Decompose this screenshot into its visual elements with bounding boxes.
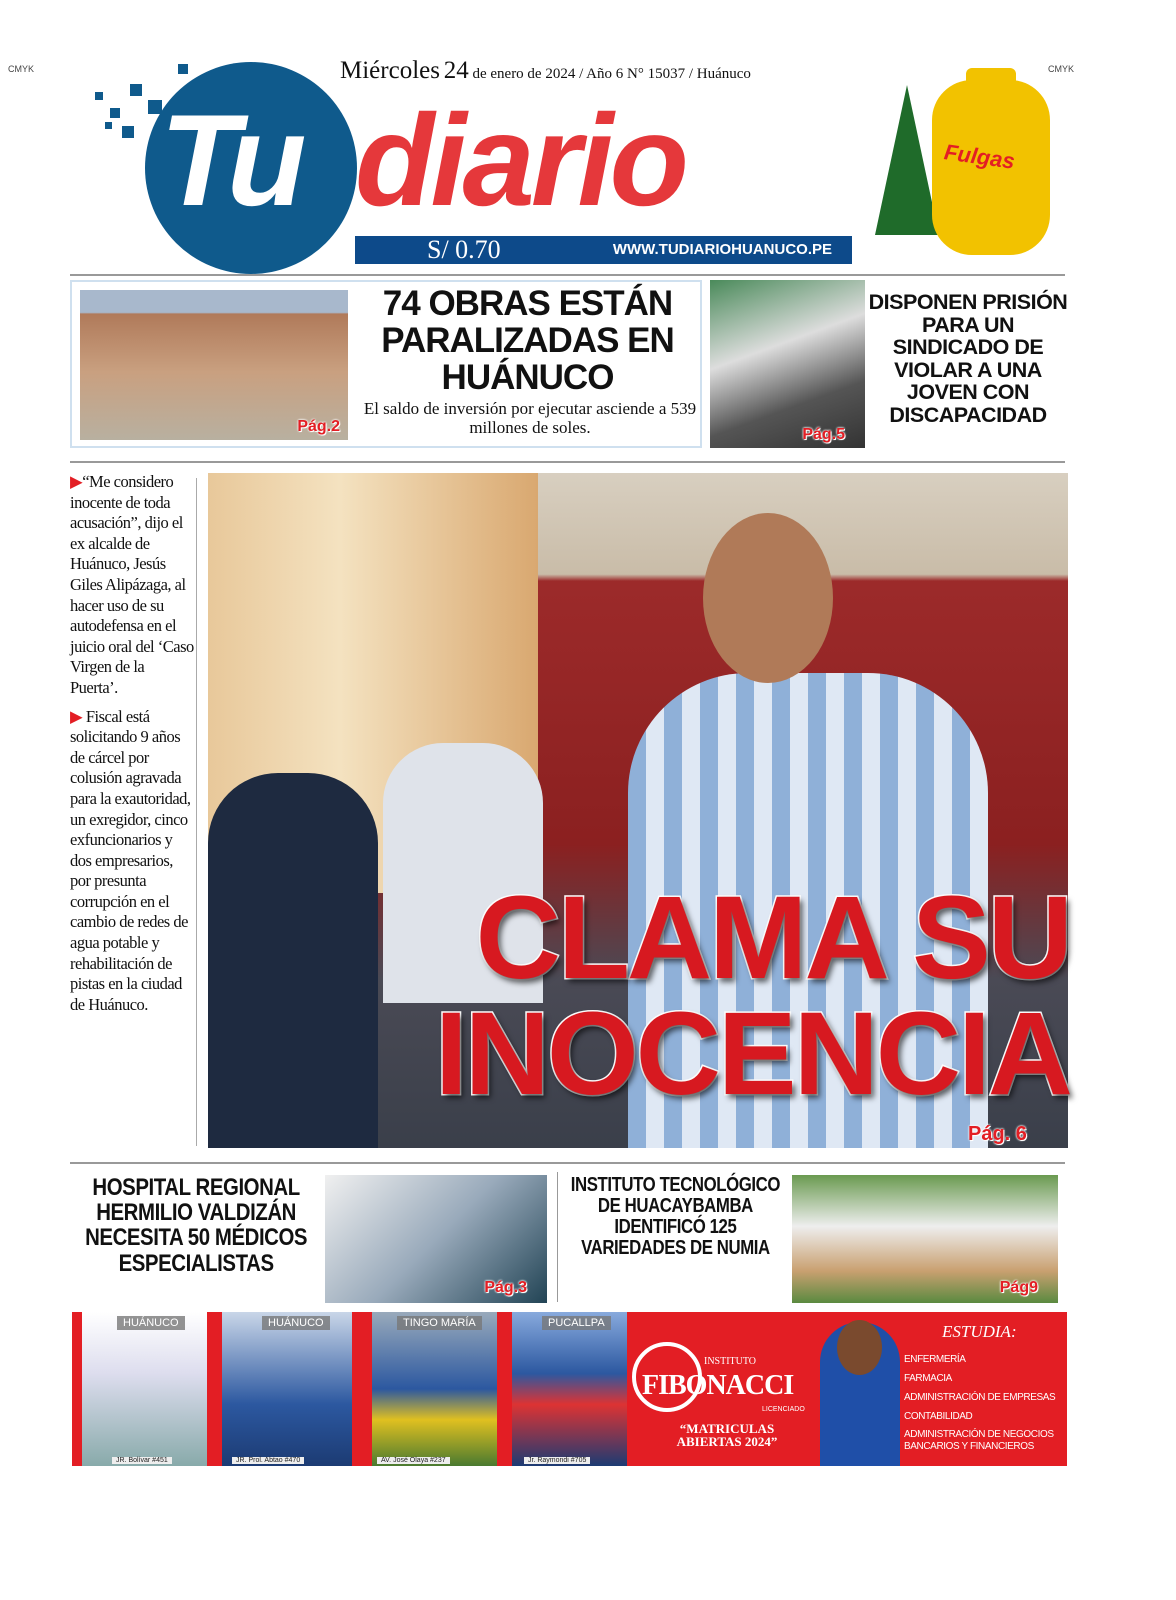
sponsor-brand: Fulgas [942,139,1017,174]
price-bar [355,236,852,264]
story-headline[interactable]: INSTITUTO TECNOLÓGICO DE HUACAYBAMBA IDENTIFICÓ 125 VARIEDADES DE NUMIA [570,1174,781,1259]
page-ref: Pág.2 [297,418,340,435]
bullet-triangle-icon: ▶ [70,706,83,726]
bullet-triangle-icon: ▶ [70,472,83,491]
institute-name: FIBONACCI [642,1370,794,1401]
story-photo [80,290,348,440]
lead-summary: ▶“Me considero inocente de toda acusación”, dijo el ex alcalde de Huánuco, Jesús Giles Alipázaga, al hacer uso de su autodefensa en el juicio oral del ‘Caso Virgen de la Puerta’. ▶ Fiscal está solicitando 9 años de cárcel por colusión agravada para la exautoridad, un exregidor, cinco exfuncionarios y dos empresarios, por presunta corrupción en el cambio de redes de agua potable y rehabilitación de pistas en la ciudad de Huánuco. [70,472,194,1014]
story-headline[interactable]: DISPONEN PRISIÓN PARA UN SINDICADO DE VIOLAR A UNA JOVEN CON DISCAPACIDAD [868,290,1068,427]
christmas-tree-icon [875,85,939,235]
edition-dateline: Miércoles 24 de enero de 2024 / Año 6 N° 15037 / Huánuco [340,57,751,84]
registration-mark: CMYK [1048,64,1075,74]
story-subtitle: El saldo de inversión por ejecutar asciende a 539 millones de soles. [363,399,697,437]
page-ref: Pág9 [999,1279,1038,1296]
sponsor-ad [870,60,1060,260]
course-list: ENFERMERÍA FARMACIA ADMINISTRACIÓN DE EMPRESAS CONTABILIDAD ADMINISTRACIÓN DE NEGOCIOS BANCARIOS Y FINANCIEROS [904,1354,1056,1452]
fibonacci-advertisement[interactable]: HUÁNUCO JR. Bolívar #451 HUÁNUCO JR. Prol. Abtao #470 TINGO MARÍA AV. José Olaya #237 PUCALLPA Jr. Raymondi #705 INSTITUTO FIBONACCI LICENCIADO “MATRICULAS ABIERTAS 2024” ESTUDIA: ENFERMERÍA FARMACIA ADMINISTRACIÓN DE EMPRESAS CONTABILIDAD ADMINISTRACIÓN DE NEGOCIOS BANCARIOS Y FINANCIEROS [72,1312,1067,1466]
study-heading: ESTUDIA: [942,1322,1017,1341]
website-link[interactable]: WWW.TUDIARIOHUANUCO.PE [612,241,832,258]
registration-mark: CMYK [8,64,35,74]
institute-label: INSTITUTO [704,1356,757,1367]
story-photo [710,280,865,448]
enrollment-text: “MATRICULAS ABIERTAS 2024” [676,1421,778,1449]
story-photo [325,1175,547,1303]
story-photo [792,1175,1058,1303]
price: S/ 0.70 [427,235,501,264]
page-ref: Pág.5 [802,426,845,443]
page-ref: Pág.3 [484,1279,527,1296]
page-ref: Pág. 6 [968,1123,1027,1145]
story-headline: 74 OBRAS ESTÁN PARALIZADAS EN HUÁNUCO [381,284,674,397]
main-headline[interactable]: CLAMA SU INOCENCIA [434,872,1070,1120]
story-headline[interactable]: HOSPITAL REGIONAL HERMILIO VALDIZÁN NECESITA 50 MÉDICOS ESPECIALISTAS [85,1174,308,1277]
licensed-label: LICENCIADO [762,1406,805,1413]
